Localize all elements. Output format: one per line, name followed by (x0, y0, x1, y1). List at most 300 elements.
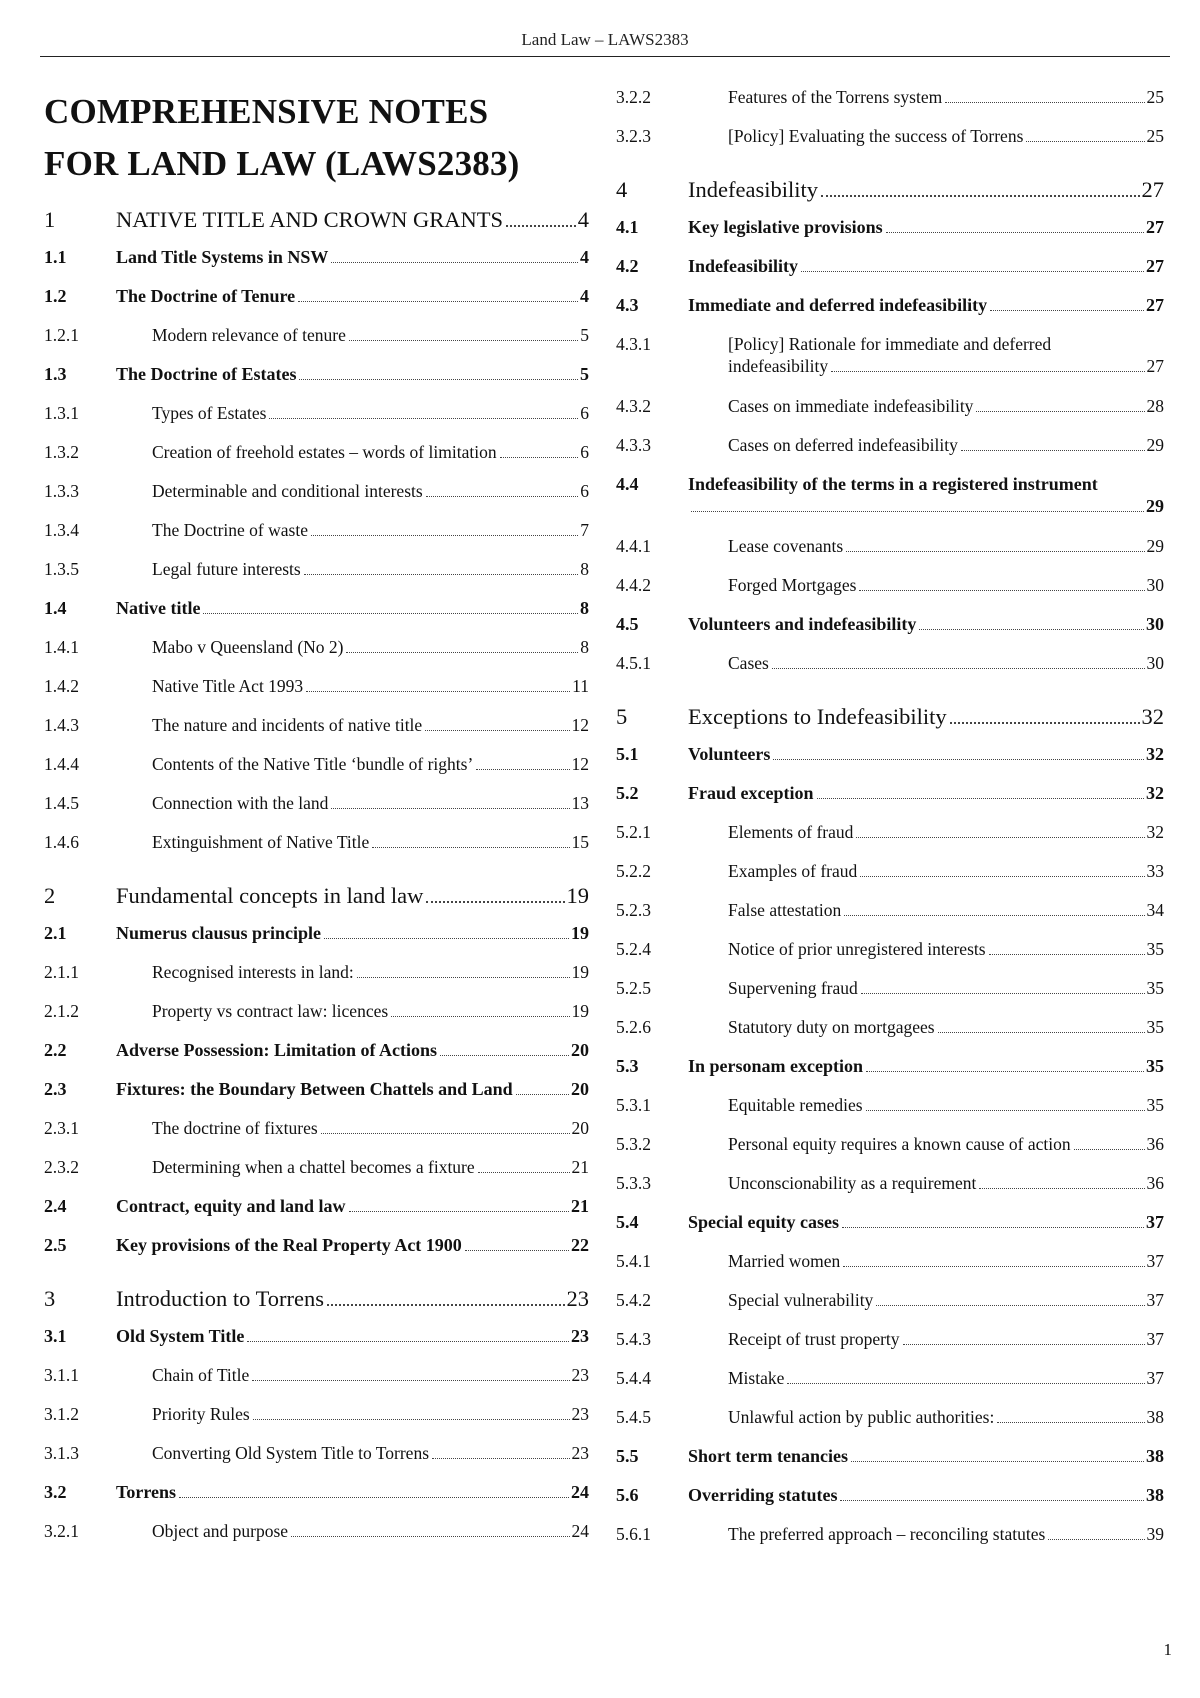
toc-entry-title[interactable]: Native Title Act 1993 (152, 676, 304, 696)
toc-entry[interactable] (616, 1289, 1164, 1328)
toc-entry-title[interactable]: Examples of fraud (728, 861, 858, 881)
toc-entry-title[interactable]: The doctrine of fixtures (152, 1118, 318, 1138)
toc-entry-number: 4.5.1 (616, 653, 651, 673)
toc-list-left (44, 194, 589, 1559)
toc-entry-page: 39 (1146, 1524, 1164, 1544)
toc-entry-page: 37 (1146, 1329, 1164, 1349)
dot-leader (866, 1110, 1145, 1111)
toc-entry-title[interactable]: Receipt of trust property (728, 1329, 900, 1349)
toc-entry[interactable] (616, 434, 1164, 473)
toc-entry-page: 23 (571, 1365, 589, 1385)
toc-entry-page: 7 (580, 520, 589, 540)
dot-leader (500, 457, 579, 458)
toc-entry-text (728, 1406, 1164, 1428)
toc-entry[interactable] (44, 558, 589, 597)
toc-entry-number: 5.5 (616, 1446, 639, 1466)
toc-entry-number: 1.3.5 (44, 559, 79, 579)
toc-entry-page: 23 (571, 1326, 589, 1346)
toc-entry-text (152, 831, 589, 853)
toc-entry-title[interactable]: Introduction to Torrens (116, 1286, 324, 1311)
document-title-line-2: FOR LAND LAW (LAWS2383) (44, 144, 520, 183)
toc-entry-page: 37 (1146, 1290, 1164, 1310)
toc-entry-text (728, 86, 1164, 108)
toc-entry-title[interactable]: Object and purpose (152, 1521, 289, 1541)
toc-entry-page: 36 (1146, 1173, 1164, 1193)
toc-entry-number: 5.4.4 (616, 1368, 651, 1388)
toc-entry-number: 5.2.6 (616, 1017, 651, 1037)
toc-entry-title[interactable]: Special vulnerability (728, 1290, 874, 1310)
toc-entry[interactable] (616, 255, 1164, 294)
toc-entry-text (688, 255, 1164, 277)
toc-entry[interactable] (44, 1156, 589, 1195)
toc-entry-text (728, 1367, 1164, 1389)
toc-entry[interactable] (616, 86, 1164, 125)
toc-entry-text (116, 246, 589, 268)
toc-list-right (616, 86, 1164, 1562)
toc-entry-number: 1.4.3 (44, 715, 79, 735)
toc-entry[interactable] (44, 636, 589, 675)
dot-leader (860, 876, 1144, 877)
toc-entry[interactable] (616, 938, 1164, 977)
toc-entry[interactable] (44, 831, 589, 870)
dot-leader (506, 225, 576, 227)
toc-entry-title[interactable]: Chain of Title (152, 1365, 250, 1385)
toc-entry-title[interactable]: Property vs contract law: licences (152, 1001, 389, 1021)
toc-entry-page: 32 (1141, 704, 1164, 729)
toc-entry-number: 3.1.3 (44, 1443, 79, 1463)
toc-entry-text (728, 574, 1164, 596)
toc-entry[interactable] (616, 1406, 1164, 1445)
toc-entry-page: 4 (580, 286, 589, 306)
dot-leader (478, 1172, 570, 1173)
dot-leader (773, 759, 1144, 760)
toc-entry-title[interactable]: Key legislative provisions (688, 217, 883, 237)
toc-entry[interactable] (44, 1520, 589, 1559)
toc-entry[interactable] (616, 333, 1164, 395)
toc-entry-page: 23 (571, 1443, 589, 1463)
toc-entry-text (688, 613, 1164, 635)
toc-entry-page: 5 (580, 364, 589, 384)
dot-leader (979, 1188, 1144, 1189)
toc-entry-page: 8 (580, 637, 589, 657)
toc-entry-title[interactable]: Fixtures: the Boundary Between Chattels and Land (116, 1079, 513, 1099)
toc-entry[interactable] (616, 1445, 1164, 1484)
toc-entry[interactable] (44, 1481, 589, 1520)
toc-entry-title[interactable]: Supervening fraud (728, 978, 858, 998)
dot-leader (840, 1500, 1144, 1501)
toc-entry[interactable] (616, 1133, 1164, 1172)
toc-entry[interactable] (616, 782, 1164, 821)
toc-entry-title[interactable]: Mabo v Queensland (No 2) (152, 637, 344, 657)
dot-leader (801, 271, 1144, 272)
dot-leader (349, 1211, 569, 1212)
toc-entry-text (728, 977, 1164, 999)
toc-entry-page: 8 (580, 559, 589, 579)
toc-entry[interactable] (44, 1403, 589, 1442)
toc-entry[interactable] (616, 1016, 1164, 1055)
toc-entry-page: 4 (577, 207, 589, 232)
toc-entry[interactable] (616, 294, 1164, 333)
toc-entry[interactable] (616, 613, 1164, 652)
dot-leader (426, 901, 564, 903)
toc-entry[interactable] (616, 652, 1164, 691)
toc-entry-title[interactable]: Lease covenants (728, 536, 844, 556)
toc-entry[interactable] (44, 922, 589, 961)
toc-entry-title[interactable]: Cases (728, 653, 769, 673)
toc-entry-number: 1.4.5 (44, 793, 79, 813)
toc-entry-text (116, 1481, 589, 1503)
toc-entry[interactable] (616, 1172, 1164, 1211)
toc-entry-number: 1.3 (44, 364, 67, 384)
toc-entry-number: 3.2.1 (44, 1521, 79, 1541)
toc-entry-page: 28 (1146, 396, 1164, 416)
toc-entry-title[interactable]: Recognised interests in land: (152, 962, 354, 982)
toc-entry-page: 6 (580, 442, 589, 462)
toc-entry[interactable] (44, 961, 589, 1000)
toc-entry-title[interactable]: Types of Estates (152, 403, 267, 423)
toc-entry-page: 12 (571, 715, 589, 735)
toc-entry[interactable] (616, 1367, 1164, 1406)
toc-entry[interactable] (44, 285, 589, 324)
toc-entry[interactable] (44, 1039, 589, 1078)
toc-entry-number: 3.1.1 (44, 1365, 79, 1385)
toc-entry-text (728, 938, 1164, 960)
toc-entry-text (688, 782, 1164, 804)
toc-entry-number: 5.4.2 (616, 1290, 651, 1310)
toc-entry-text (152, 714, 589, 736)
toc-entry[interactable] (616, 691, 1164, 743)
toc-entry-title[interactable]: Unlawful action by public authorities: (728, 1407, 995, 1427)
toc-entry-number: 1.4.2 (44, 676, 79, 696)
toc-entry[interactable] (616, 1328, 1164, 1367)
dot-leader (203, 613, 578, 614)
toc-entry[interactable] (44, 402, 589, 441)
toc-entry-text (728, 1016, 1164, 1038)
toc-entry-page: 20 (571, 1079, 589, 1099)
dot-leader (331, 262, 578, 263)
dot-leader (919, 629, 1144, 630)
toc-entry[interactable] (616, 977, 1164, 1016)
toc-entry-number: 3.2 (44, 1482, 67, 1502)
toc-entry-title[interactable]: Old System Title (116, 1326, 245, 1346)
toc-entry-title[interactable]: Personal equity requires a known cause of action (728, 1134, 1071, 1154)
toc-entry-text (152, 441, 589, 463)
toc-entry-text (728, 395, 1164, 417)
toc-entry-page: 38 (1146, 1407, 1164, 1427)
toc-entry-title[interactable]: Indefeasibility (688, 177, 818, 202)
toc-entry[interactable] (44, 363, 589, 402)
toc-entry-page: 25 (1146, 87, 1164, 107)
toc-entry-title[interactable]: Equitable remedies (728, 1095, 863, 1115)
toc-entry-number: 4.1 (616, 217, 639, 237)
toc-entry-page: 21 (571, 1157, 589, 1177)
toc-entry-page: 30 (1146, 575, 1164, 595)
toc-entry[interactable] (616, 574, 1164, 613)
dot-leader (291, 1536, 569, 1537)
toc-entry-title[interactable]: NATIVE TITLE AND CROWN GRANTS (116, 207, 504, 232)
toc-entry[interactable] (44, 1078, 589, 1117)
toc-entry-text (728, 1250, 1164, 1272)
toc-entry-title[interactable]: Volunteers and indefeasibility (688, 614, 917, 634)
toc-entry-text (728, 899, 1164, 921)
toc-entry[interactable] (44, 480, 589, 519)
toc-entry-page: 37 (1146, 1251, 1164, 1271)
toc-entry-page: 11 (572, 676, 589, 696)
toc-entry-continuation (688, 495, 1164, 517)
toc-entry-title[interactable]: Numerus clausus principle (116, 923, 322, 943)
toc-entry-page: 24 (571, 1521, 589, 1541)
toc-entry-title[interactable]: Adverse Possession: Limitation of Actions (116, 1040, 437, 1060)
dot-leader (321, 1133, 570, 1134)
toc-entry-title[interactable]: [Policy] Evaluating the success of Torrens (728, 126, 1024, 146)
dot-leader (298, 301, 578, 302)
dot-leader (252, 1380, 569, 1381)
toc-entry-title[interactable]: The Doctrine of Estates (116, 364, 297, 384)
toc-entry[interactable] (44, 597, 589, 636)
toc-entry[interactable] (616, 1250, 1164, 1289)
toc-entry-page: 30 (1146, 614, 1164, 634)
toc-entry-title[interactable]: Determining when a chattel becomes a fixture (152, 1157, 475, 1177)
dot-leader (304, 574, 579, 575)
toc-entry-page: 20 (571, 1118, 589, 1138)
toc-entry-title[interactable]: The Doctrine of Tenure (116, 286, 296, 306)
toc-entry-text (152, 1000, 589, 1022)
toc-entry-number: 5.6.1 (616, 1524, 651, 1544)
toc-entry-page: 19 (571, 1001, 589, 1021)
toc-entry-title[interactable]: Cases on deferred indefeasibility (728, 435, 958, 455)
dot-leader (247, 1341, 569, 1342)
toc-entry[interactable] (44, 1364, 589, 1403)
toc-entry-text (728, 1523, 1164, 1545)
toc-entry-title[interactable]: Key provisions of the Real Property Act 1900 (116, 1235, 462, 1255)
toc-entry-number: 3 (44, 1286, 56, 1311)
toc-entry-title[interactable]: Native title (116, 598, 201, 618)
toc-entry-number: 1.3.4 (44, 520, 79, 540)
toc-entry-title[interactable]: Forged Mortgages (728, 575, 857, 595)
toc-entry[interactable] (44, 753, 589, 792)
toc-entry-number: 5.2 (616, 783, 639, 803)
toc-entry-title[interactable]: Mistake (728, 1368, 785, 1388)
dot-leader (844, 915, 1144, 916)
toc-entry-title-continued[interactable]: indefeasibility (728, 356, 829, 376)
toc-entry-page: 19 (571, 962, 589, 982)
toc-entry-page: 35 (1146, 1017, 1164, 1037)
toc-entry-page: 29 (1146, 536, 1164, 556)
toc-entry[interactable] (44, 1442, 589, 1481)
dot-leader (1026, 141, 1144, 142)
toc-entry-title[interactable]: The preferred approach – reconciling statutes (728, 1524, 1046, 1544)
dot-leader (859, 590, 1144, 591)
dot-leader (846, 551, 1144, 552)
toc-entry-title[interactable]: Statutory duty on mortgagees (728, 1017, 935, 1037)
toc-entry-text (152, 636, 589, 658)
toc-entry-number: 1.4 (44, 598, 67, 618)
toc-entry-title[interactable]: Land Title Systems in NSW (116, 247, 329, 267)
toc-entry-text (116, 1325, 589, 1347)
toc-entry[interactable] (44, 675, 589, 714)
toc-entry-title[interactable]: Modern relevance of tenure (152, 325, 346, 345)
toc-entry-title[interactable]: Extinguishment of Native Title (152, 832, 370, 852)
toc-entry-text (688, 473, 1164, 517)
toc-entry-number: 2 (44, 883, 56, 908)
toc-entry[interactable] (616, 216, 1164, 255)
toc-entry[interactable] (44, 246, 589, 285)
toc-entry-title[interactable]: Contract, equity and land law (116, 1196, 346, 1216)
toc-entry[interactable] (44, 519, 589, 558)
toc-entry-text (152, 324, 589, 346)
toc-entry-title[interactable]: Creation of freehold estates – words of limitation (152, 442, 497, 462)
toc-entry-number: 5.2.5 (616, 978, 651, 998)
toc-entry-page: 15 (571, 832, 589, 852)
dot-leader (372, 847, 569, 848)
toc-entry-title[interactable]: Notice of prior unregistered interests (728, 939, 986, 959)
dot-leader (346, 652, 578, 653)
toc-entry-page: 23 (571, 1404, 589, 1424)
toc-entry[interactable] (44, 194, 589, 246)
toc-entry[interactable] (616, 1484, 1164, 1523)
toc-entry-title[interactable]: Immediate and deferred indefeasibility (688, 295, 988, 315)
toc-entry-title[interactable]: Converting Old System Title to Torrens (152, 1443, 430, 1463)
toc-entry-page: 32 (1146, 744, 1164, 764)
toc-entry-text (728, 1172, 1164, 1194)
toc-entry-title[interactable]: Determinable and conditional interests (152, 481, 423, 501)
toc-entry-title[interactable]: Married women (728, 1251, 841, 1271)
toc-entry-page: 35 (1146, 1095, 1164, 1115)
toc-entry[interactable] (44, 1325, 589, 1364)
dot-leader (516, 1094, 569, 1095)
dot-leader (269, 418, 578, 419)
toc-entry-title[interactable]: Fraud exception (688, 783, 814, 803)
toc-entry-text (688, 179, 1164, 201)
toc-entry-page: 33 (1146, 861, 1164, 881)
toc-entry-title[interactable]: The Doctrine of waste (152, 520, 308, 540)
toc-entry-number: 1.3.3 (44, 481, 79, 501)
toc-entry[interactable] (44, 1195, 589, 1234)
toc-entry[interactable] (44, 1234, 589, 1273)
toc-entry-text (152, 480, 589, 502)
toc-entry-page: 35 (1146, 1056, 1164, 1076)
toc-entry-number: 3.2.3 (616, 126, 651, 146)
dot-leader (856, 837, 1144, 838)
toc-entry-number: 3.1.2 (44, 1404, 79, 1424)
toc-entry-title[interactable]: Contents of the Native Title ‘bundle of rights’ (152, 754, 474, 774)
toc-entry-number: 4.3.1 (616, 334, 651, 354)
toc-entry-page: 29 (1146, 435, 1164, 455)
toc-entry-title[interactable]: Indefeasibility (688, 256, 799, 276)
toc-entry-title[interactable]: [Policy] Rationale for immediate and deferred (728, 334, 1052, 354)
toc-entry-text (152, 1117, 589, 1139)
toc-entry-number: 2.2 (44, 1040, 67, 1060)
toc-entry-number: 5.3 (616, 1056, 639, 1076)
toc-column-right (616, 86, 1164, 1562)
toc-entry-title[interactable]: Overriding statutes (688, 1485, 838, 1505)
toc-entry-title[interactable]: Cases on immediate indefeasibility (728, 396, 974, 416)
toc-entry-title[interactable]: Fundamental concepts in land law (116, 883, 424, 908)
toc-entry-title[interactable]: In personam exception (688, 1056, 863, 1076)
toc-entry[interactable] (616, 821, 1164, 860)
toc-entry[interactable] (616, 395, 1164, 434)
toc-entry-page: 37 (1146, 1212, 1164, 1232)
toc-entry-number: 4 (616, 177, 628, 202)
toc-entry-title[interactable]: Exceptions to Indefeasibility (688, 704, 947, 729)
toc-entry-title[interactable]: Features of the Torrens system (728, 87, 943, 107)
toc-entry-page: 25 (1146, 126, 1164, 146)
toc-entry-title[interactable]: Legal future interests (152, 559, 301, 579)
toc-entry-title[interactable]: Elements of fraud (728, 822, 854, 842)
toc-entry-text (688, 743, 1164, 765)
toc-entry[interactable] (616, 1094, 1164, 1133)
toc-entry-title[interactable]: Volunteers (688, 744, 771, 764)
toc-entry-text (116, 885, 589, 907)
toc-entry[interactable] (616, 860, 1164, 899)
toc-entry-page: 38 (1146, 1485, 1164, 1505)
toc-entry[interactable] (616, 1523, 1164, 1562)
toc-entry[interactable] (616, 164, 1164, 216)
toc-entry-text (116, 1288, 589, 1310)
toc-entry[interactable] (616, 125, 1164, 164)
dot-leader (842, 1227, 1144, 1228)
toc-entry-title[interactable]: Short term tenancies (688, 1446, 848, 1466)
toc-entry-page: 21 (571, 1196, 589, 1216)
toc-entry-number: 1 (44, 207, 56, 232)
toc-entry[interactable] (44, 441, 589, 480)
toc-entry[interactable] (616, 743, 1164, 782)
toc-entry-number: 4.4 (616, 474, 639, 494)
dot-leader (306, 691, 570, 692)
toc-entry[interactable] (616, 1055, 1164, 1094)
toc-entry[interactable] (616, 1211, 1164, 1250)
toc-entry[interactable] (44, 1117, 589, 1156)
toc-entry-title[interactable]: The nature and incidents of native title (152, 715, 423, 735)
toc-entry-title[interactable]: Priority Rules (152, 1404, 250, 1424)
toc-entry-text (116, 363, 589, 385)
toc-entry-title[interactable]: Torrens (116, 1482, 177, 1502)
toc-entry-number: 5.3.3 (616, 1173, 651, 1193)
toc-entry[interactable] (616, 899, 1164, 938)
toc-entry-title[interactable]: Unconscionability as a requirement (728, 1173, 977, 1193)
toc-entry[interactable] (44, 870, 589, 922)
toc-entry-text (688, 1055, 1164, 1077)
toc-entry-text (728, 860, 1164, 882)
toc-entry-text (688, 1445, 1164, 1467)
toc-entry-page: 29 (1146, 496, 1164, 516)
toc-entry-text (728, 535, 1164, 557)
toc-entry-title[interactable]: Indefeasibility of the terms in a registered instrument (688, 474, 1098, 494)
toc-entry-title[interactable]: Connection with the land (152, 793, 329, 813)
document-title (44, 86, 589, 190)
toc-entry-text (116, 1039, 589, 1061)
toc-entry[interactable] (44, 792, 589, 831)
toc-entry-number: 5.4.3 (616, 1329, 651, 1349)
toc-entry-text (152, 675, 589, 697)
toc-entry-title[interactable]: Special equity cases (688, 1212, 839, 1232)
toc-entry-number: 5.2.1 (616, 822, 651, 842)
toc-entry[interactable] (616, 535, 1164, 574)
toc-entry[interactable] (616, 473, 1164, 535)
toc-entry[interactable] (44, 1000, 589, 1039)
dot-leader (976, 411, 1144, 412)
dot-leader (357, 977, 570, 978)
dot-leader (391, 1016, 569, 1017)
dot-leader (821, 195, 1140, 197)
toc-entry-page: 6 (580, 403, 589, 423)
toc-entry-page: 27 (1146, 295, 1164, 315)
toc-entry[interactable] (44, 1273, 589, 1325)
toc-entry-number: 1.2.1 (44, 325, 79, 345)
toc-entry[interactable] (44, 714, 589, 753)
toc-entry[interactable] (44, 324, 589, 363)
toc-entry-title[interactable]: False attestation (728, 900, 842, 920)
